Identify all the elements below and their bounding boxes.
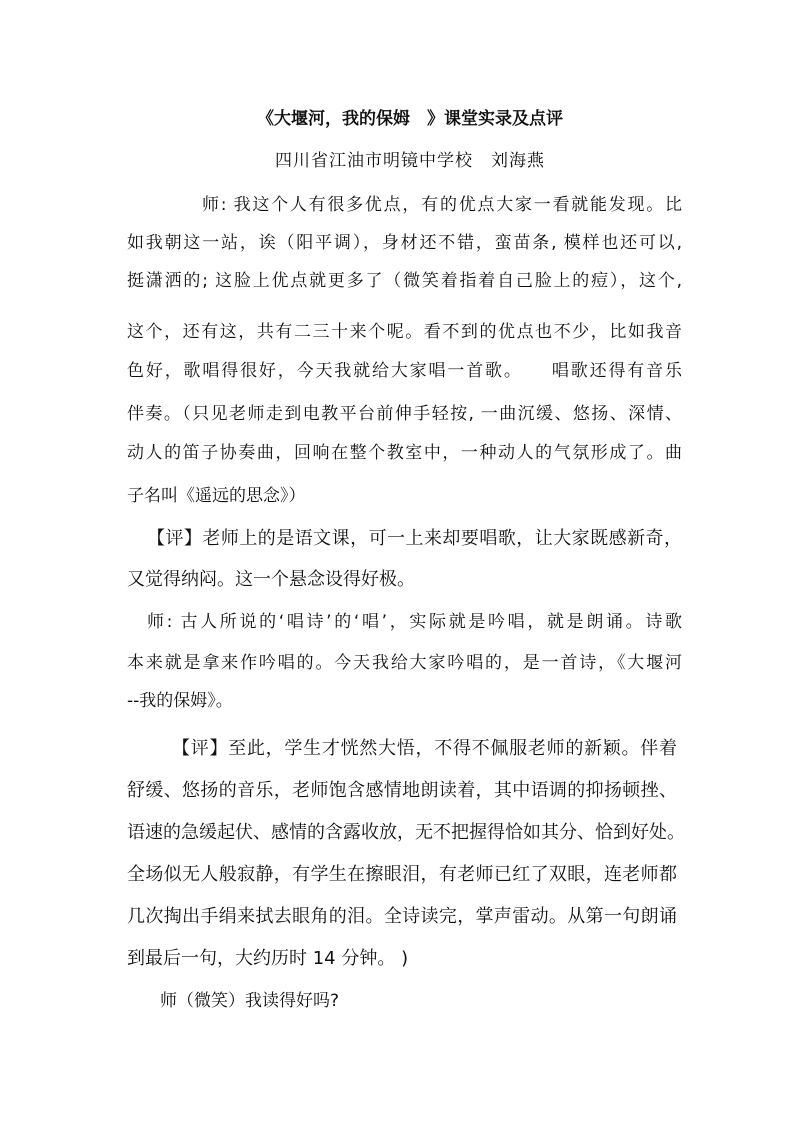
paragraph1-line: 色好，歌唱得很好，今天我就给大家唱一首歌。 唱歌还得有音乐 [127, 361, 682, 381]
paragraph1-line: 子名叫《遥远的思念》） [127, 486, 306, 506]
paragraph1-line: 这个，还有这，共有二三十来个呢。看不到的优点也不少，比如我音 [127, 322, 682, 342]
comment2-line: 【评】至此，学生才恍然大悟，不得不佩服老师的新颖。伴着 [172, 738, 677, 759]
paragraph2-line: 本来就是拿来作吟唱的。今天我给大家吟唱的，是一首诗，《大堰河 [127, 653, 682, 673]
comment2-line: 舒缓、悠扬的音乐，老师饱含感情地朗读着，其中语调的抑扬顿挫、 [127, 780, 677, 801]
paragraph1-line: 如我朝这一站，诶（阳平调），身材还不错，蛮苗条, 模样也还可以, [127, 233, 682, 253]
comment1-line: 【评】老师上的是语文课，可一上来却要唱歌，让大家既感新奇， [147, 528, 682, 549]
comment1-line: 又觉得纳闷。这一个悬念设得好极。 [127, 569, 415, 590]
paragraph2-line: 师: 古人所说的‘唱诗’的‘唱’，实际就是吟唱，就是朗诵。诗歌 [147, 612, 682, 632]
paragraph1-line: 挺潇洒的; 这脸上优点就更多了（微笑着指着自己脸上的痘），这个, [127, 271, 682, 291]
comment2-line: 语速的急缓起伏、感情的含露收放，无不把握得恰如其分、恰到好处。 [127, 822, 685, 843]
comment2-line: 到最后一句，大约历时 14 分钟。 ) [127, 948, 409, 969]
document-subtitle: 四川省江油市明镜中学校 刘海燕 [275, 151, 545, 171]
paragraph1-line: 师: 我这个人有很多优点，有的优点大家一看就能发现。比 [202, 195, 682, 215]
paragraph1-line: 伴奏。（只见老师走到电教平台前伸手轻按, 一曲沉缓、悠扬、深情、 [127, 404, 682, 424]
comment2-line: 几次掏出手绢来拭去眼角的泪。全诗读完，掌声雷动。从第一句朗诵 [127, 906, 677, 927]
comment2-line: 全场似无人般寂静，有学生在擦眼泪，有老师已红了双眼，连老师都 [127, 864, 677, 885]
paragraph1-line: 动人的笛子协奏曲，回响在整个教室中，一种动人的气氛形成了。曲 [127, 443, 682, 463]
document-title: 《大堰河，我的保姆 》课堂实录及点评 [257, 109, 563, 129]
paragraph3-line: 师（微笑）我读得好吗? [160, 991, 340, 1011]
paragraph2-line: --我的保姆》。 [127, 691, 233, 711]
